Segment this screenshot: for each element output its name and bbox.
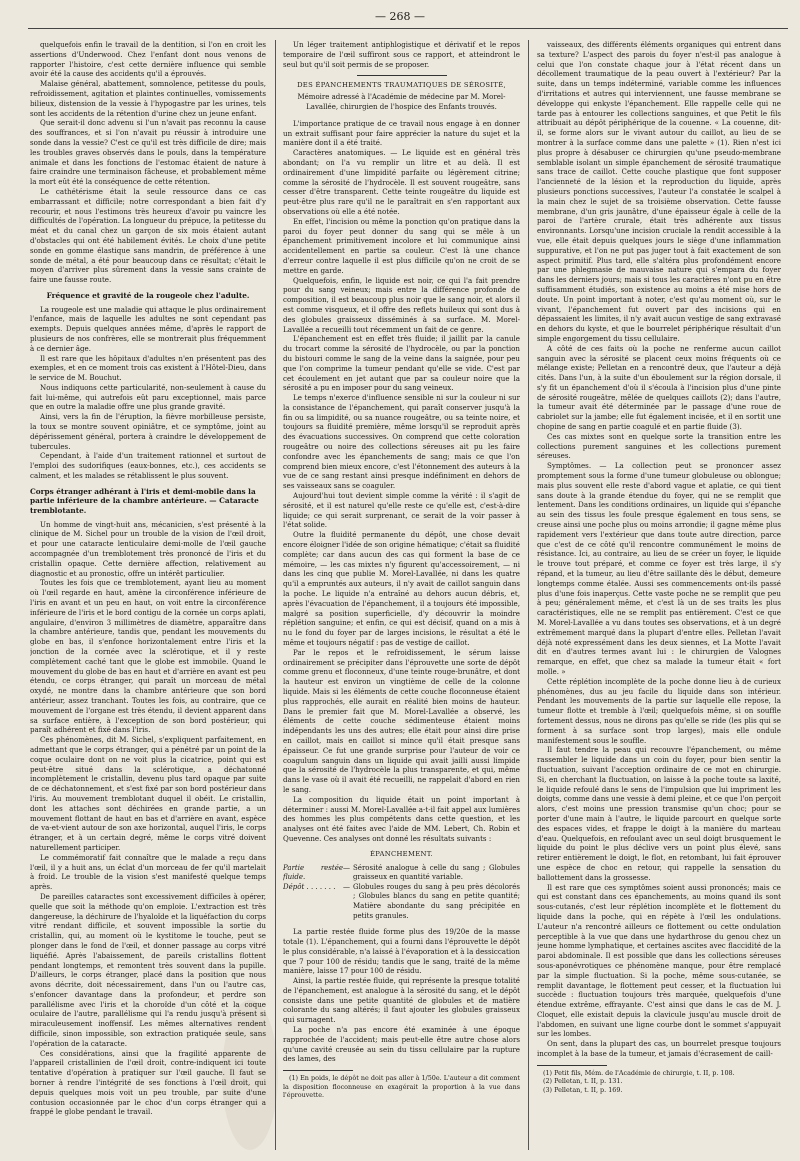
paragraph: Ces phénomènes, dit M. Sichel, s'expliquent parfaitement, en admettant que le corps étranger, qui a pénétré par un point de la coque oculaire dont on ne voit plus la cicatrice, point qui est peut-être situé dans la sclérotique, a déchatonné incomplètement le cristallin, devenu plus tard opaque par suite de ce déchatonnement, et s'est fixé par son bord postérieur dans l'iris. Au mouvement tremblotant duquel il obéit. Le cristallin, dont les attaches sont déchirées en grande partie, a un mouvement flottant de haut en bas et d'arrière en avant, espèce de va-et-vient autour de son axe horizontal, auquel l'iris, le corps étranger, et à un certain degré, même le corps vitré doivent naturellement participer. [30,735,266,852]
paragraph: La poche n'a pas encore été examinée à une époque rapprochée de l'accident; mais peut-elle être autre chose alors qu'une cavité creusée au sein du tissu cellulaire par la rupture des lames, des [283,1025,520,1064]
column-3 [537,40,781,1150]
header-rule [28,28,788,29]
paragraph: La rougeole est une maladie qui attaque le plus ordinairement l'enfance, mais de laquelle les adultes ne sont cependant pas exempts. Depuis quelques années même, d'après le rapport de plusieurs de nos confrères, elle se montrerait plus fréquemment à ce dernier âge. [30,304,266,353]
col1-paragraphs-c [30,520,266,1118]
paragraph: Le temps n'exerce d'influence sensible ni sur la couleur ni sur la consistance de l'épanchement, qui paraît conserver jusqu'à la fin ou sa limpidité, ou sa nuance rougeâtre, ou sa teinte noire, et toujours sa fluidité première, même lorsqu'il se reproduit après des évacuations successives. On comprend que cette coloration rougeâtre ou noire des collections séreuses ait pu les faire confondre avec les épanchements de sang; mais ce que l'on comprend bien mieux encore, c'est l'étonnement des auteurs à la vue de ce sang restant ainsi presque indéfiniment en dehors de ses vaisseaux sans se coaguler. [283,393,520,491]
analysis-cell-text: Sérosité analogue à celle du sang ; Globules graisseux en quantité variable. [353,863,520,882]
article-subtitle: Mémoire adressé à l'Académie de médecine par M. Morel-Lavallée, chirurgien de l'hospice des Enfants trouvés. [297,93,506,111]
paragraph: quelquefois enfin le travail de la dentition, si l'on en croit les assertions d'Underwood. Chez l'enfant dont nous venons de rapporter l'histoire, c'est cette dernière influence qui semble avoir été la cause des accidents qu'il a éprouvés. [30,40,266,79]
section-rule [357,75,447,76]
paragraph: Malaise général, abattement, somnolence, petitesse du pouls, refroidissement, agitation et plaintes continuelles, vomissements bilieux, distension de la vessie à l'hypogastre par les urines, tels sont les accidents de la rétention d'urine chez un jeune enfant. [30,79,266,118]
column-2 [283,40,520,1150]
analysis-cell-sym: — [343,882,350,891]
paragraph: Aujourd'hui tout devient simple comme la vérité : il s'agit de sérosité, et il est naturel qu'elle reste ce qu'elle est, c'est-à-dire liquide; ce qui serait surprenant, ce serait de la voir passer à l'état solide. [283,491,520,530]
col2-paragraphs-b [283,119,520,844]
analysis-row [283,864,520,883]
col1-paragraphs-a [30,40,266,285]
paragraph: Le commémoratif fait connaître que le malade a reçu dans l'œil, il y a huit ans, un éclat d'un morceau de fer qu'il martelait à froid. Le trouble de la vision s'est manifesté quelque temps après. [30,852,266,892]
col2-paragraphs-a [283,40,520,69]
footnote: (3) Pelletan, t. II, p. 169. [543,1086,623,1095]
paragraph: Cette réplétion incomplète de la poche donne lieu à de curieux phénomènes, dus au jeu facile du liquide dans son intérieur. Pendant les mouvements de la partie sur laquelle elle repose, la tumeur flotte et tremble à l'œil; quelquefois même, si on souffle fortement dessus, nous ne dirons pas qu'elle se ride (les plis qui se forment à sa surface sont trop larges), mais elle ondule manifestement sous le souffle. [537,676,781,745]
page-header [0,10,800,23]
col2-footnotes [283,1074,520,1100]
paragraph: De pareilles cataractes sont excessivement difficiles à opérer, quelle que soit la méthode qu'on emploie. L'extraction est très dangereuse, la déchirure de l'hyaloïde et la liquéfaction du corps vitré rendant difficile, et souvent impossible la sortie du cristallin, qui, au moment où le kystitome le touche, peut se plonger dans le fond de l'œil, et donner passage au corps vitré liquéfié. Après l'abaissement, de pareils cristallins flottent pendant longtemps, et remontent très souvent dans la pupille. D'ailleurs, le corps étranger, placé dans la position que nous avons décrite, doit nécessairement, dans l'un ou l'autre cas, s'enfoncer davantage dans la profondeur, et perdre son parallélisme avec l'iris et la choroïde d'un côté et la coque oculaire de l'autre, parallélisme qui l'a rendu jusqu'à présent si miraculeusement inoffensif. Les mêmes alternatives rendent difficile, sinon impossible, son extraction pratiquée seule, sans l'opération de la cataracte. [30,891,266,1048]
paragraph: Ces cas mixtes sont en quelque sorte la transition entre les collections purement sanguines et les collections purement séreuses. [537,431,781,461]
paragraph: En effet, l'incision ou même la ponction qu'on pratique dans la paroi du foyer peut donner du sang qui se mêle à un épanchement primitivement incolore et lui communique ainsi accidentellement en partie sa couleur. C'est là une chance d'erreur contre laquelle il est plus difficile qu'on ne croit de se mettre en garde. [283,216,520,275]
analysis-row [283,883,520,921]
paragraph: La partie restée fluide forme plus des 19/20e de la masse totale (1). L'épanchement, qui a fourni dans l'éprouvette le dépôt le plus considérable, n'a laissé à l'évaporation et à la dessiccation que 7 pour 100 de résidu; tandis que le sang, traité de la même manière, laisse 17 pour 100 de résidu. [283,927,520,976]
paragraph: Nous indiquons cette particularité, non-seulement à cause du fait lui-même, qui autrefois eût paru exceptionnel, mais parce que en outre la maladie offre une plus grande gravité. [30,382,266,412]
column-divider [528,40,529,1150]
column-divider [275,40,276,1150]
col3-paragraphs [537,40,781,1059]
analysis-cell-sym: — [343,863,350,872]
footnote-rule [283,1070,353,1071]
footnote: (2) Pelletan, t. II, p. 131. [543,1077,623,1086]
section-heading-corps-etranger: Corps étranger adhérant à l'iris et demi-mobile dans la partie inférieure de la chambre antérieure. — Cataracte tremblotante. [30,486,259,516]
analysis-table-title: ÉPANCHEMENT. [369,849,434,858]
paragraph: Ainsi, la partie restée fluide, qui représente la presque totalité de l'épanchement, est analogue à la sérosité du sang, et le dépôt consiste dans une petite quantité de globules et de matière colorante du sang altérés; il faut ajouter les globules graisseux qui surnagent. [283,976,520,1025]
col2-paragraphs-c [283,927,520,1064]
paragraph: Caractères anatomiques. — Le liquide est en général très abondant; on l'a vu remplir un litre et au delà. Il est ordinairement d'une limpidité parfaite ou légèrement citrine; comme la sérosité de l'hydrocèle. Il est souvent rougeâtre, sans cesser d'être transparent. Cette teinte rougeâtre du liquide est peut-être plus rare qu'il ne le paraîtrait en s'en rapportant aux observations où elle a été notée. [283,148,520,216]
section-heading-rougeole: Fréquence et gravité de la rougeole chez l'adulte. [46,290,250,300]
footnote-rule [537,1065,607,1066]
paragraph: L'importance pratique de ce travail nous engage à en donner un extrait suffisant pour faire apprécier la nature du sujet et la manière dont il a été traité. [283,118,520,148]
footnote: (1) En poids, le dépôt ne doit pas aller à 1/50e. L'auteur a dit comment la disposition floconneuse en exagérait la proportion à la vue dans l'éprouvette. [283,1074,520,1100]
paragraph: vaisseaux, des différents éléments organiques qui entrent dans sa texture? L'aspect des parois du foyer n'est-il pas analogue à celui que l'on constate chaque jour à l'état récent dans un décollement traumatique de la peau ouvert à l'extérieur? Par la suite, dans un temps indéterminé, variable comme les influences d'irritations et autres qui interviennent, une fausse membrane se développe qui enkyste l'épanchement. Elle rappelle celle qui ne tarde pas à entourer les collections sanguines, et que Petit le fils attribuait au dépôt périphérique de la couenne. « La couenne, dit-il, se forme alors sur le vivant autour du caillot, au lieu de se montrer à la surface comme dans une palette » (1). Rien n'est ici plus propre à désabuser ce chirurgien qu'une pseudo-membrane semblable isolant un simple épanchement de sérosité traumatique sans trace de caillot. Cette couche plastique que font supposer l'ancienneté de la lésion et la reproduction du liquide, après plusieurs ponctions successives, l'auteur l'a constatée le scalpel à la main chez le sujet de sa troisième observation. Cette fausse membrane, d'un gris jaunâtre, d'une épaisseur égale à celle de la paroi de l'artère crurale, était très adhérente aux tissus environnants. Lorsqu'une incision cruciale la rendit accessible à la vue, elle était depuis quelques jours le siège d'une inflammation suppurative, et l'on ne put pas juger tout à fait exactement de son aspect primitif. Plus tard, elle s'altéra plus profondément encore par une phlegmasie de mauvaise nature qui s'empara du foyer dans les derniers jours; mais si tous les caractères n'ont pu en être suffisamment étudiés, son existence au moins a été mise hors de doute. Un point important à noter, c'est qu'au moment où, sur le vivant, l'épanchement fut ouvert par des incisions qui en dépassaient les limites, il n'y avait aucun vestige de sang extravasé en dehors du kyste, et que le bourrelet périphérique résultait d'un simple engorgement du tissu cellulaire. [537,40,781,343]
paragraph: Le cathétérisme était la seule ressource dans ce cas embarrassant et difficile; notre correspondant a bien fait d'y recourir, et nous l'estimons très heureux d'avoir pu vaincre les difficultés de l'opération. La longueur du prépuce, la petitesse du méat et du canal chez un garçon de six mois étaient autant d'obstacles qui ont été habilement évités. Le choix d'une petite sonde en gomme élastique sans mandrin, de préférence à une sonde de métal, a été pour beaucoup dans ce résultat; c'était le moyen d'arriver plus sûrement dans la vessie sans crainte de faire une fausse route. [30,186,266,285]
paragraph: Il faut tendre la peau qui recouvre l'épanchement, ou même rassembler le liquide dans un coin du foyer, pour bien sentir la fluctuation, suivant l'acception ordinaire de ce mot en chirurgie. Si, en cherchant la fluctuation, on laisse à la poche toute sa laxité, le liquide refoulé dans le sens de l'impulsion que lui impriment les doigts, comme dans une vessie à demi pleine, et ce que l'on perçoit alors, c'est moins une pression transmise qu'un choc; pour se porter d'une main à l'autre, le liquide parcourt en quelque sorte des espaces vides, et frappe le doigt à la manière du marteau d'eau. Quelquefois, en refoulant avec un seul doigt brusquement le liquide du point le plus déclive vers un point plus élevé, sans retirer entièrement le doigt, le flot, en retombant, lui fait éprouver une espèce de choc en retour, qui rappelle la sensation du ballottement dans la grossesse. [537,745,781,882]
paragraph: Quelquefois, enfin, le liquide est noir, ce qui l'a fait prendre pour du sang veineux; mais entre la différence profonde de composition, il est beaucoup plus noir que le sang noir, et alors il est comme visqueux, et il offre des reflets huileux qui sont dus à des globules graisseux disséminés à sa surface. M. Morel-Lavallée a recueilli tout récemment un fait de ce genre. [283,275,520,334]
analysis-cell-text: Globules rouges du sang à peu près décolorés ; Globules blancs du sang en petite quantité; Matière abondante du sang précipitée en petits granules. [353,882,520,920]
paragraph: Toutes les fois que ce tremblotement, ayant lieu au moment où l'œil regarde en haut, amène la circonférence inférieure de l'iris en avant et un peu en haut, on voit entre la circonférence inférieure de l'iris et le bord contigu de la cornée un corps aplati, angulaire, d'environ 3 millimètres de diamètre, apparaître dans la chambre antérieure, tandis que, pendant les mouvements du globe en bas, il s'enfonce horizontalement entre l'iris et la jonction de la cornée avec la sclérotique, et il y reste complètement caché tant que le globe est immobile. Quand le mouvement du globe de bas en haut et d'arrière en avant est peu étendu, ce corps étranger, qui paraît un morceau de métal oxydé, ne montre dans la chambre antérieure que son bord antérieur, assez tranchant. Toutes les fois, au contraire, que ce mouvement de l'organe est très étendu, il devient apparent dans sa surface entière, à l'exception de son bord postérieur, qui paraît adhérent et fixé dans l'iris. [30,578,266,735]
paragraph: L'épanchement est en effet très fluide; il jaillit par la canule du trocart comme la sérosité de l'hydrocèle, ou par la ponction du bistouri comme le sang de la veine dans la saignée, pour peu que l'on comprime la tumeur pendant qu'elle se vide. C'est par cet écoulement en jet autant que par sa couleur noire que la sérosité a pu en imposer pour du sang veineux. [283,334,520,393]
paragraph: Un léger traitement antiphlogistique et dérivatif et le repos temporaire de l'œil suffiront sous ce rapport, et atteindront le seul but qu'il soit permis de se proposer. [283,40,520,69]
col1-paragraphs-b [30,305,266,481]
article-title: DES ÉPANCHEMENTS TRAUMATIQUES DE SÉROSITÉ, [297,81,506,90]
paragraph: Ainsi, vers la fin de l'éruption, la fièvre morbilleuse persiste, la toux se montre souvent opiniâtre, et ce symptôme, joint au dépérissement général, portera à craindre le développement de tubercules. [30,412,266,451]
analysis-table [283,864,520,922]
footnote: (1) Petit fils, Mém. de l'Académie de chirurgie, t. II, p. 108. [543,1068,735,1077]
analysis-cell-label: Partie restée fluide. [283,863,343,882]
paragraph: Par le repos et le refroidissement, le sérum laisse ordinairement se précipiter dans l'éprouvette une sorte de dépôt comme grenu et floconneux, d'une teinte rouge-brunâtre, et dont la hauteur est environ un vingtième de celle de la colonne liquide. Mais si les éléments de cette couche floconneuse étaient plus rapprochés, elle aurait en réalité bien moins de hauteur. Dans le premier fait que M. Morel-Lavallée a observé, les éléments de cette couche sédimenteuse étaient moins indépendants les uns des autres; elle était pour ainsi dire prise en caillot, mais en caillot si mince qu'il était presque sans épaisseur. Ce fut une grande surprise pour l'auteur de voir ce coagulum sanguin dans un liquide qui avait jailli aussi limpide que la sérosité de l'hydrocèle la plus transparente, et qui, même dans le vase où il avait été recueilli, ne rappelait d'abord en rien le sang. [283,647,520,794]
paragraph: La composition du liquide était un point important à déterminer : aussi M. Morel-Lavallée a-t-il fait appel aux lumières des hommes les plus compétents dans cette question, et les analyses ont été faites avec l'aide de MM. Lebert, Ch. Robin et Quevenne. Ces analyses ont donné les résultats suivants : [283,794,520,843]
paragraph: Symptômes. — La collection peut se prononcer assez promptement sous la forme d'une tumeur globuleuse ou oblongue; mais plus souvent elle reste d'abord vague et aplatie, ce qui tient sans doute à la grande étendue du foyer, qui ne se remplit que lentement. Dans les conditions ordinaires, un liquide qui s'épanche au sein des tissus les foule presque également en tous sens, se creuse ainsi une poche plus ou moins arrondie; il gagne même plus rapidement vers l'extérieur que dans toute autre direction, parce que c'est de ce côté qu'il rencontre communément le moins de résistance. Ici, au contraire, au lieu de se créer un foyer, le liquide le trouve tout préparé, et comme ce foyer est très large, il s'y répand, et la tumeur, au lieu d'être saillante dès le début, demeure longtemps comme étalée. Aussi ses commencements ont-ils passé plus d'une fois inaperçus. Cette vaste poche ne se remplit que peu à peu; généralement même, et c'est là un de ses traits les plus caractéristiques, elle ne se remplit pas entièrement. C'est ce que M. Morel-Lavallée a vu dans toutes ses observations, et à un degré extrêmement marqué dans la plupart d'entre elles. Pelletan l'avait déjà noté expressément dans les deux siennes, et La Motte l'avait dit en d'autres termes avant lui : le chirurgien de Valognes remarque, en effet, que chez sa malade la tumeur était « fort molle. » [537,461,781,676]
paragraph: A côté de ces faits où la poche ne renferme aucun caillot sanguin avec la sérosité se placent ceux moins fréquents où ce mélange existe; Pelletan en a rencontré deux, que l'auteur a déjà cités. Dans l'un, à la suite d'un éboulement sur la région dorsale, il s'y fit un épanchement d'où il s'écoula à l'incision plus d'une pinte de sérosité rougeâtre, mêlée de quelques caillots (2); dans l'autre, la tumeur avait été déterminée par le passage d'une roue de cabriolet sur la jambe; elle fut également incisée, et il en sortit une chopine de sang en partie coagulé et en partie fluide (3). [537,343,781,432]
page-number: — 268 — [375,10,425,23]
paragraph: Cependant, à l'aide d'un traitement rationnel et surtout de l'emploi des sudorifiques (eaux-bonnes, etc.), ces accidents se calment, et les malades se rétablissent le plus souvent. [30,451,266,481]
paragraph: Il est rare que ces symptômes soient aussi prononcés; mais ce qui est constant dans ces épanchements, au moins quand ils sont sous-cutanés, c'est leur réplétion incomplète et le flottement du liquide dans la poche, qui en répète à l'œil les ondulations. L'auteur n'a rencontré ailleurs ce flottement ou cette ondulation perceptible à la vue que dans une hydarthrose du genou chez un jeune homme lymphatique, et certaines ascites avec flaccidité de la paroi abdominale. Il est possible que dans les collections séreuses sous-aponévrotiques ce phénomène manque, pour être remplacé par la simple fluctuation. Si la poche, même sous-cutanée, se remplit davantage, le flottement peut cesser, et la fluctuation lui succède : fluctuation toujours très marquée, quelquefois d'une étendue extrême, effrayante. C'est ainsi que dans le cas de M. J. Cloquet, elle existait depuis la clavicule jusqu'au muscle droit de l'abdomen, en suivant une ligne courbe dont le sommet s'appuyait sur les lombes. [537,882,781,1039]
paragraph: Ces considérations, ainsi que la fragilité apparente de l'appareil cristallinien de l'œil droit, contre-indiquent ici toute tentative d'opération à pratiquer sur l'œil gauche. Il faut se borner à rendre l'intégrité de ses fonctions à l'œil droit, qui depuis quelques mois voit un peu trouble, par suite d'une contusion occasionnée par le choc d'un corps étranger qui a frappé le globe pendant le travail. [30,1048,266,1117]
paragraph: Il est rare que les hôpitaux d'adultes n'en présentent pas des exemples, et en ce moment trois cas existent à l'Hôtel-Dieu, dans le service de M. Bouchut. [30,353,266,383]
paragraph: Un homme de vingt-huit ans, mécanicien, s'est présenté à la clinique de M. Sichel pour un trouble de la vision de l'œil droit, et pour une cataracte lenticulaire demi-molle de l'œil gauche accompagnée d'un tremblotement très prononcé de l'iris et du cristallin opaque. Cette dernière affection, relativement au diagnostic et au pronostic, offre un intérêt particulier. [30,519,266,578]
analysis-cell-label: Dépôt . . . . . . . [283,882,336,891]
paragraph: Que serait-il donc advenu si l'un n'avait pas reconnu la cause des souffrances, et si l'on n'avait pu réussir à introduire une sonde dans la vessie? C'est ce qu'il est très difficile de dire; mais les troubles graves observés dans le pouls, dans la température animale et dans les fonctions de l'estomac étaient de nature à faire craindre une terminaison fâcheuse, et probablement même la mort eût été la conséquence de cette rétention. [30,118,266,187]
column-1 [30,40,266,1150]
col3-footnotes [537,1069,781,1095]
paragraph: On sent, dans la plupart des cas, un bourrelet presque toujours incomplet à la base de la tumeur, et jamais d'écrasement de caill- [537,1039,781,1059]
paragraph: Outre la fluidité permanente du dépôt, une chose devait encore éloigner l'idée de son origine hématique; c'était sa fluidité complète; car dans aucun des cas qui forment la base de ce mémoire, — les cas mixtes n'y figurent qu'accessoirement, — ni dans les cinq que publie M. Morel-Lavallée, ni dans les quatre qu'il a empruntés aux auteurs, il n'y avait de caillot sanguin dans la poche. Le liquide n'a entraîné au dehors aucun débris, et, après l'évacuation de l'épanchement, il a toujours été impossible, malgré sa position superficielle, d'y découvrir la moindre réplétion sanguine; et enfin, ce qui est décisif, quand on a mis à nu le fond du foyer par de larges incisions, le résultat a été le même et toujours négatif : pas de vestige de caillot. [283,530,520,648]
